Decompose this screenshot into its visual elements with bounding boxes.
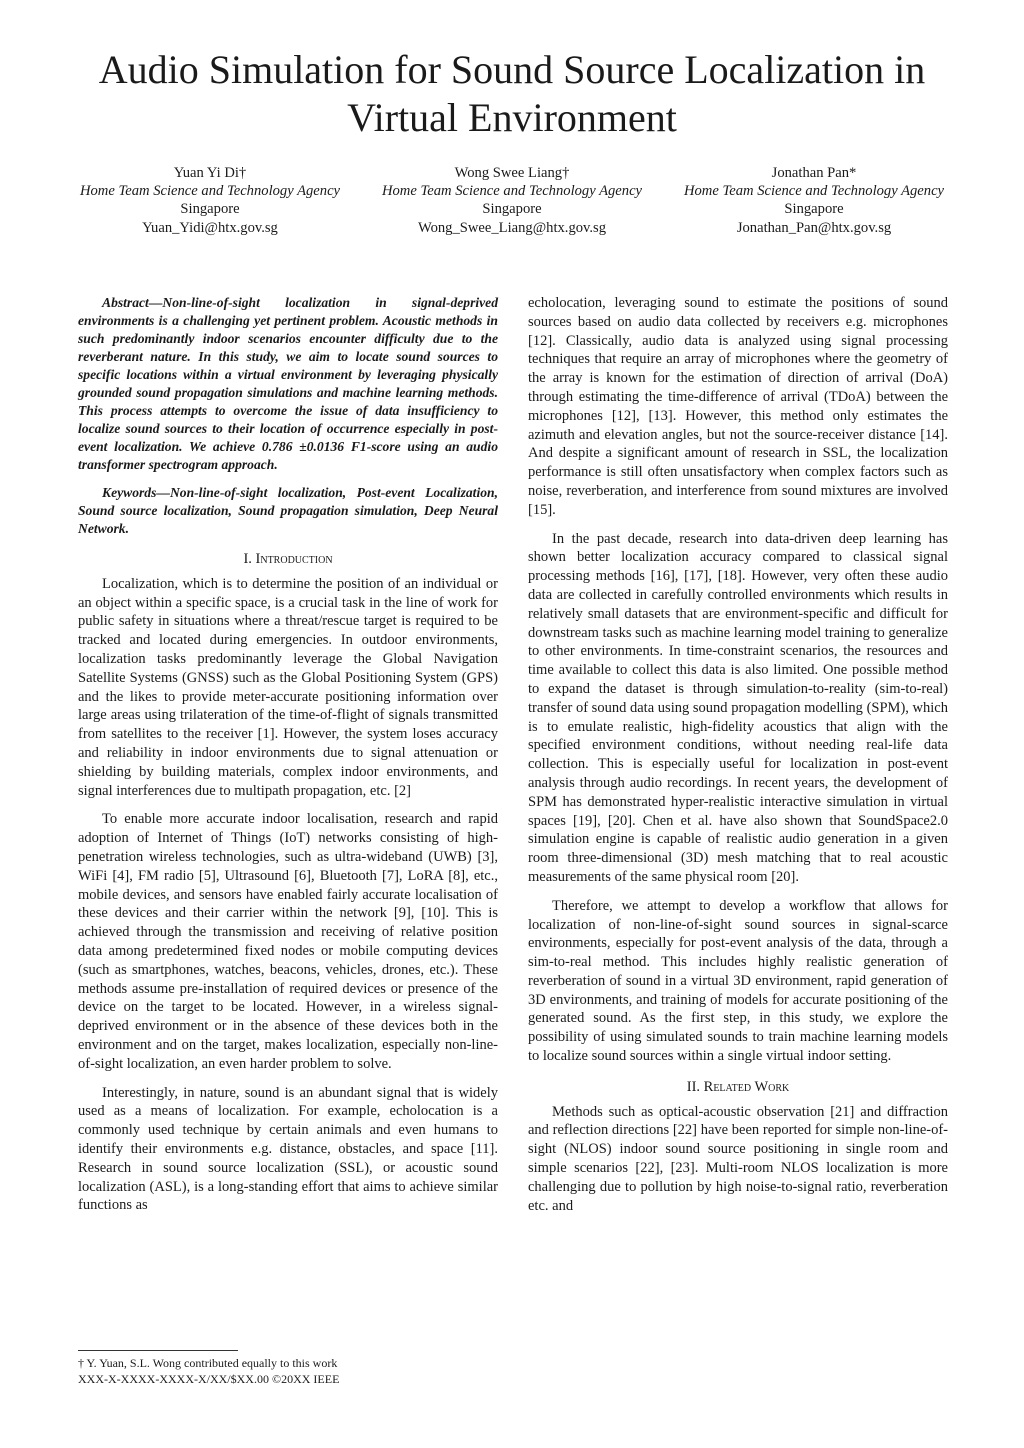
author-affiliation: Home Team Science and Technology Agency bbox=[79, 183, 341, 200]
author-3 bbox=[664, 164, 964, 237]
author-email: Yuan_Yidi@htx.gov.sg bbox=[142, 219, 278, 236]
author-affiliation: Home Team Science and Technology Agency bbox=[683, 183, 945, 200]
intro-paragraph: Interestingly, in nature, sound is an abundant signal that is widely used as a means of localization. For example, echolocation is a commonly used technique by certain animals and even humans to identify their environments e.g. distance, obstacles, and space [11]. Research in sound source localization (SSL), or acoustic sound localization (ASL), is a long-standing effort that aims to achieve similar functions as bbox=[78, 1084, 498, 1214]
author-name: Yuan Yi Di† bbox=[173, 165, 247, 181]
footnote-divider bbox=[78, 1350, 238, 1351]
section-heading-related-work: II. Related Work bbox=[686, 1078, 790, 1095]
section-heading-introduction: I. Introduction bbox=[243, 551, 333, 567]
paper-title: Audio Simulation for Sound Source Localization in Virtual Environment bbox=[98, 47, 926, 140]
right-column bbox=[528, 294, 948, 1225]
author-1 bbox=[60, 164, 360, 237]
footnote bbox=[78, 1356, 339, 1387]
author-2 bbox=[362, 164, 662, 237]
left-column bbox=[78, 294, 498, 1225]
author-name: Jonathan Pan* bbox=[771, 165, 857, 181]
author-email: Wong_Swee_Liang@htx.gov.sg bbox=[417, 219, 607, 236]
intro-paragraph: Therefore, we attempt to develop a workflow that allows for localization of non-line-of-sight sound sources in signal-scarce environments, especially for post-event analysis of the data, through a sim-to-real method. This includes highly realistic generation of reverberation of sound in a virtual 3D environment, rapid generation of 3D environments, and training of models for accurate positioning of the generated sound. As the first step, in this study, we explore the possibility of using simulated sounds to train machine learning models to localize sound sources within a single virtual indoor setting. bbox=[528, 897, 948, 1065]
intro-paragraph-continued: echolocation, leveraging sound to estimate the positions of sound sources based on audio data collected by receivers e.g. microphones [12]. Classically, audio data is analyzed using signal processing techniques that require an array of microphones where the geometry of the array is known for the estimation of direction of arrival (DoA) through estimating the time-difference of arrival (TDoA) between the microphones [12], [13]. However, this method only estimates the azimuth and elevation angles, but not the source-receiver distance [14]. And despite a significant amount of research in SSL, the localization performance is still often unsatisfactory when complex factors such as noise, reverberation, and interference from sound mixtures are involved [15]. bbox=[528, 295, 948, 518]
intro-paragraph: Localization, which is to determine the position of an individual or an object within a specific space, is a crucial task in the line of work for public safety in situations where a threat/rescue target is required to be tracked and located during emergencies. In outdoor environments, localization tasks predominantly leverage the Global Navigation Satellite Systems (GNSS) such as the Global Positioning System (GPS) and the likes to provide meter-accurate positioning information over large areas using trilateration of the time-of-flight of signals transmitted from satellites to the receiver [1]. However, the system loses accuracy and reliability in indoor environments due to signal attenuation or shielding by building materials, complex indoor environments, and signal interferences due to multipath propagation, etc. [2] bbox=[78, 575, 498, 799]
author-block bbox=[60, 164, 964, 237]
footnote-contribution: † Y. Yuan, S.L. Wong contributed equally to this work bbox=[78, 1356, 338, 1370]
author-affiliation: Home Team Science and Technology Agency bbox=[381, 183, 643, 200]
intro-paragraph: In the past decade, research into data-driven deep learning has shown better localization accuracy compared to classical signal processing methods [16], [17], [18]. However, very often these audio data are collected in carefully controlled environments which results in relatively small datasets that are environment-specific and difficult for downstream tasks such as machine learning model training to generalize to other environments. In time-constraint scenarios, the resources and time available to collect this data is also limited. One possible method to expand the dataset is through simulation-to-reality (sim-to-real) transfer of sound data using sound propagation modelling (SPM), which is to emulate realistic, high-fidelity acoustics that align with the specified environment conditions, without needing real-life data collection. This is especially useful for localization in post-event analysis through audio recordings. In recent years, the development of SPM has demonstrated hyper-realistic interactive simulation in virtual spaces [19], [20]. Chen et al. have also shown that SoundSpace2.0 simulation engine is capable of realistic audio generation in a given room three-dimensional (3D) mesh matching that to real acoustic measurements of the same physical room [20]. bbox=[528, 530, 948, 885]
abstract: Abstract—Non-line-of-sight localization in signal-deprived environments is a challenging yet pertinent problem. Acoustic methods in such predominantly indoor scenarios encounter difficulty due to the reverberant nature. In this study, we aim to locate sound sources to specific locations within a virtual environment by leveraging physically grounded sound propagation simulations and machine learning methods. This process attempts to overcome the issue of data insufficiency to localize sound sources to their location of occurrence especially in post-event localization. We achieve 0.786 ±0.0136 F1-score using an audio transformer spectrogram approach. bbox=[78, 295, 498, 472]
footnote-copyright: XXX-X-XXXX-XXXX-X/XX/$XX.00 ©20XX IEEE bbox=[78, 1371, 340, 1386]
keywords: Keywords—Non-line-of-sight localization, Post-event Localization, Sound source localization, Sound propagation simulation, Deep Neural Network. bbox=[78, 485, 498, 536]
author-email: Jonathan_Pan@htx.gov.sg bbox=[736, 219, 892, 236]
author-name: Wong Swee Liang† bbox=[454, 165, 570, 181]
related-work-paragraph: Methods such as optical-acoustic observation [21] and diffraction and reflection directions [22] have been reported for simple non-line-of-sight (NLOS) indoor sound source positioning in single room and simple scenarios [22], [23]. Multi-room NLOS localization is more challenging due to pollution by high noise-to-signal ratio, reverberation etc. and bbox=[528, 1103, 948, 1214]
author-location: Singapore bbox=[482, 201, 542, 218]
intro-paragraph: To enable more accurate indoor localisation, research and rapid adoption of Internet of Things (IoT) networks consisting of high-penetration wireless technologies, such as ultra-wideband (UWB) [3], WiFi [4], FM radio [5], Ultrasound [6], Bluetooth [7], LoRA [8], etc., mobile devices, and sensors have enabled fairly accurate localisation of these devices and their carrier within the network [9], [10]. This is achieved through the transmission and receiving of relative position data among predetermined fixed nodes or mobile computing devices (such as smartphones, watches, beacons, vehicles, drones, etc.). These methods assume pre-installation of required devices or presence of the device on the target to be located. However, in a wireless signal-deprived environment or in the absence of these devices both in the environment and on the target, makes localization, especially non-line-of-sight localization, an even harder problem to solve. bbox=[78, 811, 498, 1072]
author-location: Singapore bbox=[784, 201, 844, 218]
author-location: Singapore bbox=[180, 201, 240, 218]
